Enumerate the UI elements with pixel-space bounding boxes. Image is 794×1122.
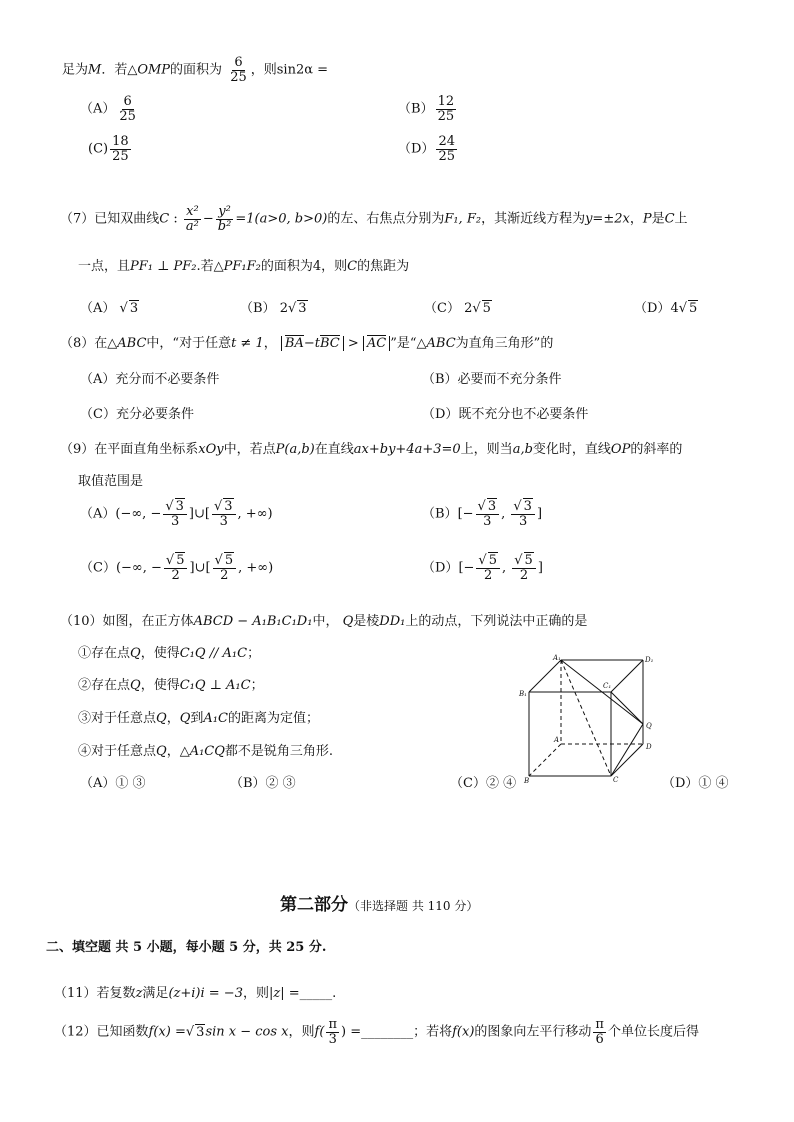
q8-option-b: （B）必要而不充分条件: [422, 372, 562, 387]
q8-stem: （8）在△ABC中，“对于任意t ≠ 1， BA−tBC > AC ”是“△ABC为直角三角形”的: [60, 336, 554, 351]
label-c1: C₁: [603, 682, 612, 690]
diagonal-a1-c: [561, 660, 611, 776]
segment-q-c: [611, 724, 643, 776]
q7-stem-line2: 一点，且PF₁ ⊥ PF₂.若△PF₁F₂的面积为4，则C的焦距为: [78, 259, 410, 274]
q9-option-d: （D）[− $\frac{√ 5}{2}$ , $\frac{√ 5}{2}$ ]: [422, 553, 543, 583]
label-c: C: [613, 776, 619, 784]
edge-d-c: [611, 744, 643, 776]
q6-option-a: （A） $\frac{6}{25}$: [80, 94, 136, 124]
q9-option-a: （A）(−∞, − $\frac{√ 3}{3}$ ]∪[ $\frac{√ 3}{3}$ , +∞): [80, 499, 273, 529]
q9-option-b: （B）[− $\frac{√ 3}{3}$ , $\frac{√ 3}{3}$ ]: [422, 499, 543, 529]
q9-stem: （9）在平面直角坐标系xOy中，若点P(a,b)在直线ax+by+4a+3=0上，则当a,b变化时，直线OP的斜率的: [60, 442, 683, 457]
q10-option-d: （D）① ④: [662, 776, 729, 791]
edge-d1-c1: [611, 660, 643, 692]
q7-option-c: （C） 2√ 5: [424, 301, 491, 316]
q7-option-d: （D）4√ 5: [634, 301, 698, 316]
q7-option-b: （B） 2√ 3: [240, 301, 307, 316]
q8-option-a: （A）充分而不必要条件: [80, 372, 220, 387]
q10-option-b: （B）② ③: [230, 776, 296, 791]
q11-stem: （11）若复数z满足(z+i)i = −3，则|z| =_____.: [54, 986, 337, 1001]
q10-option-c: （C）② ④: [450, 776, 517, 791]
section2-heading: 二、填空题 共 5 小题，每小题 5 分，共 25 分.: [46, 940, 327, 955]
q10-option-a: （A）① ③: [80, 776, 146, 791]
q10-statement-3: ③对于任意点Q，Q到A₁C的距离为定值；: [78, 711, 319, 726]
q10-statement-4: ④对于任意点Q，△A₁CQ都不是锐角三角形.: [78, 744, 334, 759]
q10-stem: （10）如图，在正方体ABCD − A₁B₁C₁D₁中， Q是棱DD₁上的动点，下列说法中正确的是: [60, 614, 588, 629]
q6-option-d: （D） $\frac{24}{25}$: [398, 134, 455, 164]
label-b: B: [524, 777, 530, 784]
q10-statement-1: ①存在点Q，使得C₁Q // A₁C；: [78, 646, 261, 661]
label-a1: A₁: [553, 654, 561, 662]
q7-option-a: （A） √ 3: [80, 301, 139, 316]
edge-a-b: [529, 744, 561, 776]
label-d1: D₁: [645, 656, 654, 664]
cube-figure: [515, 652, 665, 784]
q6-option-b: （B） $\frac{12}{25}$: [398, 94, 455, 124]
q12-answer-blank[interactable]: ________: [361, 1024, 414, 1040]
q9-option-c: （C）(−∞, − $\frac{√ 5}{2}$ ]∪[ $\frac{√ 5}{2}$ , +∞): [80, 553, 274, 583]
label-b1: B₁: [519, 690, 527, 698]
q6-area-fraction: $\frac{6}{25}$: [230, 55, 247, 85]
q6-option-c: (C) $\frac{18}{25}$: [88, 134, 129, 164]
q7-stem: （7）已知双曲线C : $\frac{\text{x²}}{\text{a²}}$ − $\frac{\text{y²}}{\text{b²}}$ =1(a>0, b>0)的左、右焦点分别为F₁, F₂，其渐近线方程为y=±2x，P是C上: [60, 204, 688, 234]
q12-stem: （12）已知函数f(x) =√ 3sin x − cos x，则f( $\frac{\pi}{3}$ ) =________；若将f(x)的图象向左平行移动 $\frac{\pi}{6}$ 个单位长度后得: [54, 1017, 699, 1047]
part2-heading: 第二部分（非选择题 共 110 分）: [280, 895, 479, 915]
q10-statement-2: ②存在点Q，使得C₁Q ⊥ A₁C；: [78, 678, 264, 693]
q9-stem-line2: 取值范围是: [78, 474, 144, 489]
q8-option-c: （C）充分必要条件: [80, 407, 194, 422]
segment-c1-q: [611, 692, 643, 724]
label-q: Q: [646, 722, 652, 730]
label-d: D: [646, 743, 652, 751]
q8-option-d: （D）既不充分也不必要条件: [422, 407, 589, 422]
q11-answer-blank[interactable]: _____: [299, 986, 333, 1001]
q6-stem-continuation: 足为M．若△OMP的面积为 $\frac{6}{25}$ ，则sin2α =: [62, 55, 329, 85]
edge-a1-b1: [529, 660, 561, 692]
label-a: A: [554, 736, 560, 744]
